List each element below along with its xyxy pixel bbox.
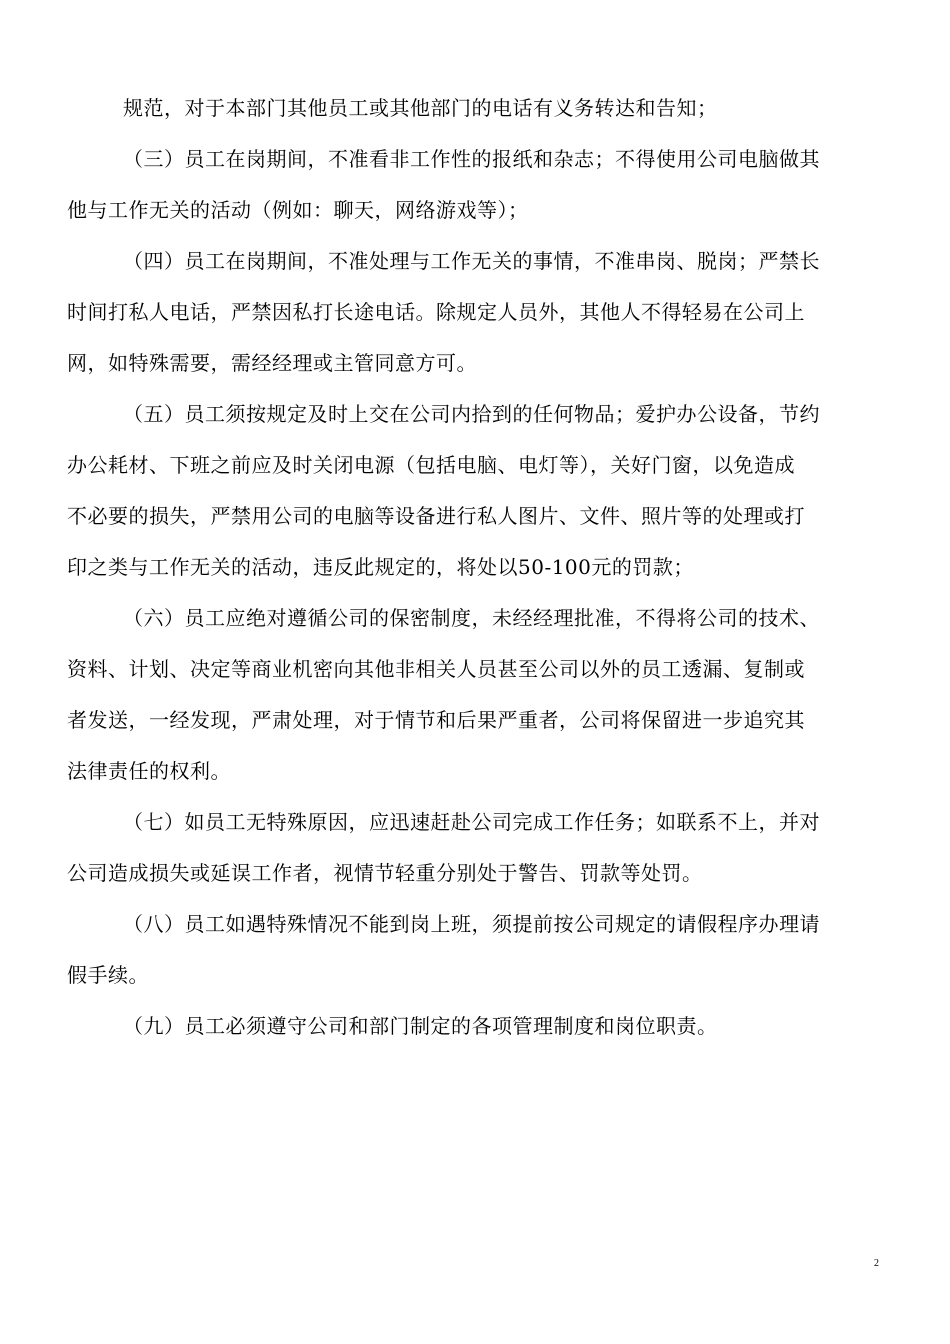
text-line: （五）员工须按规定及时上交在公司内拾到的任何物品；爱护办公设备，节约	[123, 402, 820, 426]
text-line: 者发送，一经发现，严肃处理，对于情节和后果严重者，公司将保留进一步追究其	[67, 708, 805, 732]
text-line: 公司造成损失或延误工作者，视情节轻重分别处于警告、罚款等处罚。	[67, 861, 703, 885]
text-line: （七）如员工无特殊原因，应迅速赶赴公司完成工作任务；如联系不上，并对	[123, 810, 820, 834]
text-line: 假手续。	[67, 963, 149, 987]
text-line: 时间打私人电话，严禁因私打长途电话。除规定人员外，其他人不得轻易在公司上	[67, 300, 805, 324]
text-line: 法律责任的权利。	[67, 759, 231, 783]
text-line: （三）员工在岗期间，不准看非工作性的报纸和杂志；不得使用公司电脑做其	[123, 147, 820, 171]
text-line: 印之类与工作无关的活动，违反此规定的，将处以50-100元的罚款；	[67, 555, 694, 579]
text-line: 规范，对于本部门其他员工或其他部门的电话有义务转达和告知；	[123, 96, 718, 120]
text-line: （九）员工必须遵守公司和部门制定的各项管理制度和岗位职责。	[123, 1014, 718, 1038]
text-line: 资料、计划、决定等商业机密向其他非相关人员甚至公司以外的员工透漏、复制或	[67, 657, 805, 681]
text-line: 办公耗材、下班之前应及时关闭电源（包括电脑、电灯等），关好门窗，以免造成	[67, 453, 795, 477]
text-line: （八）员工如遇特殊情况不能到岗上班，须提前按公司规定的请假程序办理请	[123, 912, 820, 936]
page-number: 2	[874, 1258, 879, 1269]
text-line: （四）员工在岗期间，不准处理与工作无关的事情，不准串岗、脱岗；严禁长	[123, 249, 820, 273]
text-line: 不必要的损失，严禁用公司的电脑等设备进行私人图片、文件、照片等的处理或打	[67, 504, 805, 528]
text-line: 他与工作无关的活动（例如：聊天，网络游戏等）；	[67, 198, 529, 222]
text-line: 网，如特殊需要，需经经理或主管同意方可。	[67, 351, 477, 375]
text-line: （六）员工应绝对遵循公司的保密制度，未经经理批准，不得将公司的技术、	[123, 606, 820, 630]
